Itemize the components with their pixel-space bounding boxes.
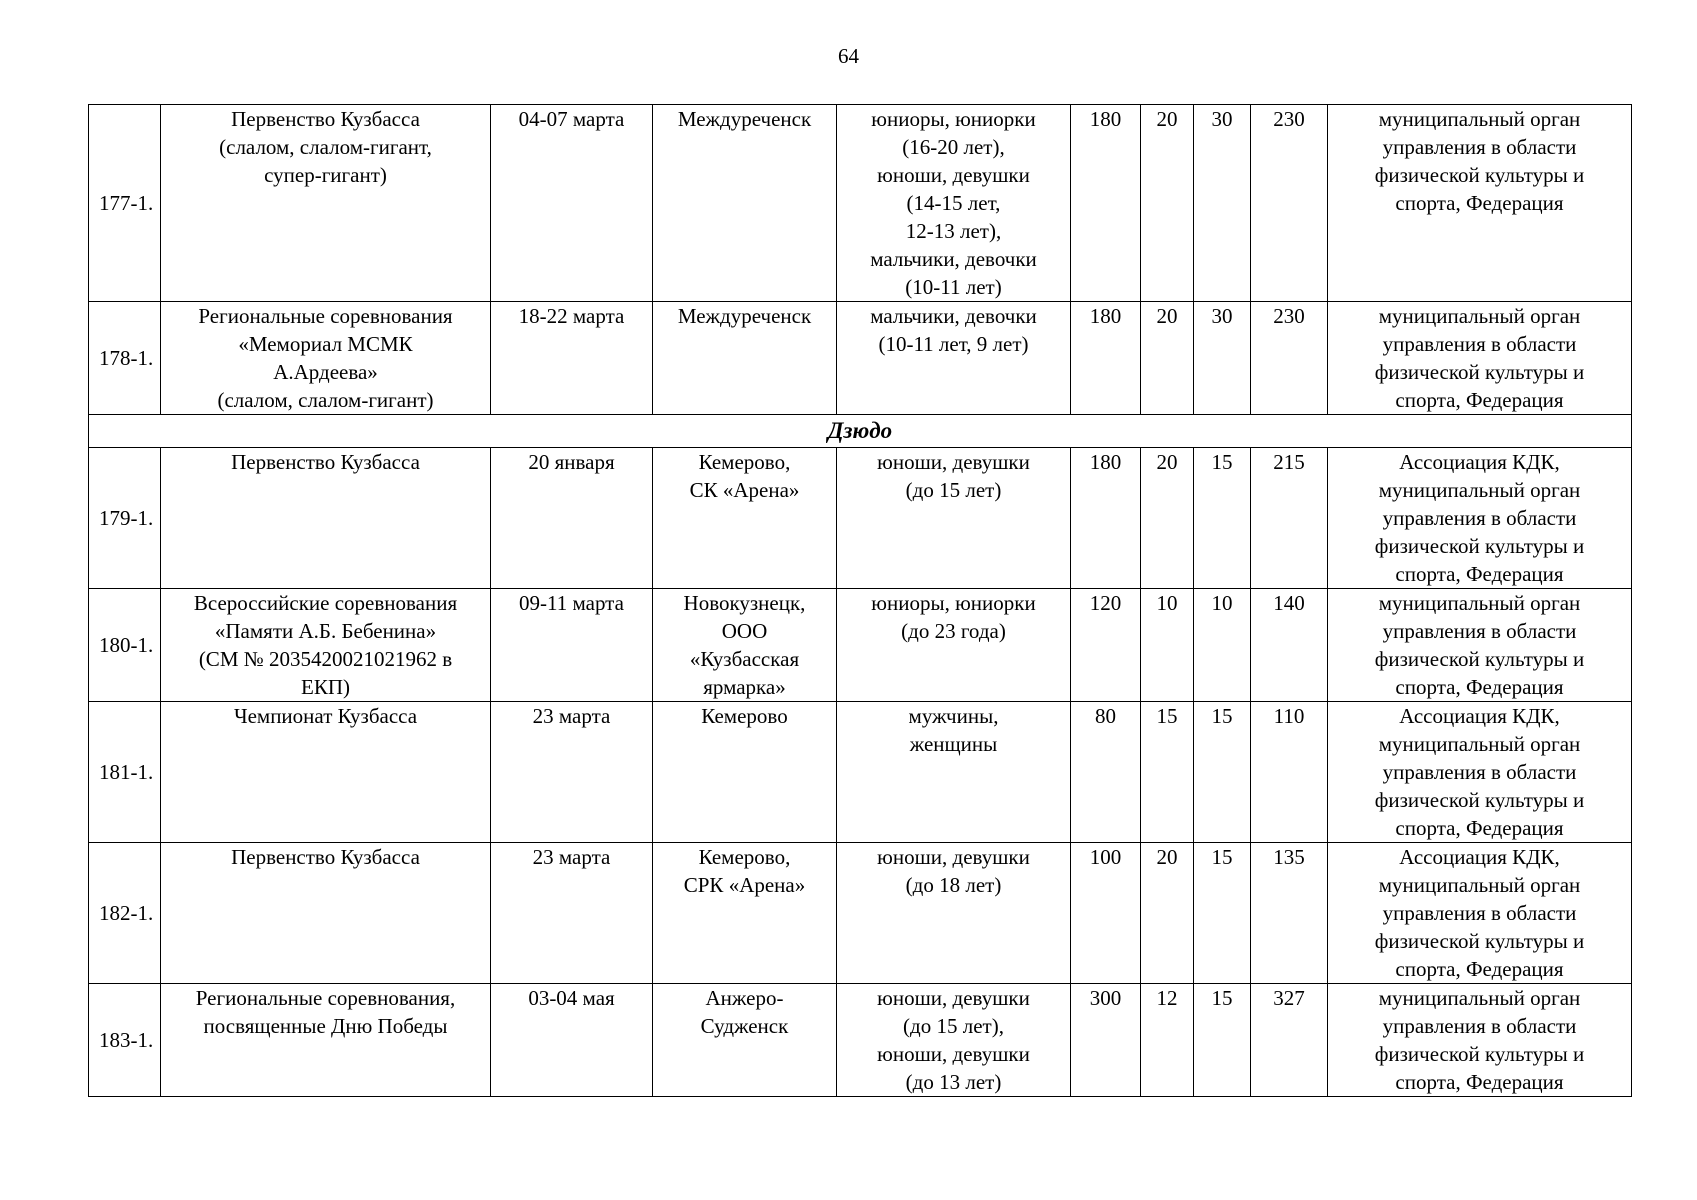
organizer-line: Ассоциация КДК,: [1399, 450, 1560, 474]
event-place-line: Кемерово,: [698, 845, 791, 869]
event-name-line: Чемпионат Кузбасса: [233, 704, 418, 728]
event-date-cell: 20 января: [491, 448, 653, 589]
event-name-line: Первенство Кузбасса: [231, 450, 420, 474]
value-total-cell: 110: [1251, 702, 1328, 843]
event-place-line: СК «Арена»: [689, 478, 800, 502]
organizer-line: Ассоциация КДК,: [1399, 704, 1560, 728]
participants-line: юноши, девушки: [877, 1042, 1030, 1066]
event-place-cell: [653, 105, 837, 302]
event-date-cell: 18-22 марта: [491, 302, 653, 415]
organizer-line: управления в области: [1382, 901, 1577, 925]
event-name-line: (СМ № 2035420021021962 в: [198, 647, 453, 671]
participants-line: юноши, девушки: [877, 845, 1030, 869]
organizer-line: физической культуры и: [1374, 360, 1585, 384]
participants-line: юноши, девушки: [877, 450, 1030, 474]
section-row: [89, 415, 1632, 448]
event-place-line: «Кузбасская: [689, 647, 800, 671]
value-1-cell: 180: [1071, 302, 1141, 415]
row-number-cell: 178-1.: [89, 302, 161, 415]
event-name-line: (слалом, слалом-гигант,: [219, 135, 432, 159]
participants-cell: [837, 589, 1071, 702]
organizer-line: муниципальный орган: [1378, 591, 1581, 615]
value-3-cell: 15: [1194, 448, 1251, 589]
participants-line: (до 15 лет): [905, 478, 1002, 502]
value-3-cell: 15: [1194, 702, 1251, 843]
value-2-cell: 12: [1141, 984, 1194, 1097]
event-date-cell: 23 марта: [491, 843, 653, 984]
event-date-cell: 04-07 марта: [491, 105, 653, 302]
page-number: 64: [838, 44, 859, 68]
organizer-line: Ассоциация КДК,: [1399, 845, 1560, 869]
value-3-cell: 10: [1194, 589, 1251, 702]
value-2-cell: 20: [1141, 448, 1194, 589]
participants-cell: [837, 702, 1071, 843]
participants-line: (10-11 лет): [905, 275, 1002, 299]
participants-cell: [837, 302, 1071, 415]
participants-cell: [837, 105, 1071, 302]
value-3-cell: 30: [1194, 302, 1251, 415]
event-name-cell: [161, 589, 491, 702]
event-name-line: А.Ардеева»: [273, 360, 378, 384]
participants-line: юноши, девушки: [877, 163, 1030, 187]
event-place-line: Судженск: [700, 1014, 789, 1038]
value-2-cell: 20: [1141, 843, 1194, 984]
organizer-line: управления в области: [1382, 760, 1577, 784]
organizer-line: физической культуры и: [1374, 534, 1585, 558]
row-number-cell: 179-1.: [89, 448, 161, 589]
value-2-cell: 20: [1141, 105, 1194, 302]
event-name-cell: [161, 448, 491, 589]
participants-line: мужчины,: [908, 704, 999, 728]
event-place-line: ООО: [721, 619, 768, 643]
event-date-cell: 09-11 марта: [491, 589, 653, 702]
participants-line: мальчики, девочки: [870, 247, 1037, 271]
organizer-line: управления в области: [1382, 135, 1577, 159]
organizer-line: муниципальный орган: [1378, 478, 1581, 502]
participants-line: юноши, девушки: [877, 986, 1030, 1010]
value-1-cell: 80: [1071, 702, 1141, 843]
event-name-cell: [161, 843, 491, 984]
organizer-line: управления в области: [1382, 506, 1577, 530]
table-row: [89, 589, 1632, 702]
participants-cell: [837, 843, 1071, 984]
organizer-line: физической культуры и: [1374, 929, 1585, 953]
value-total-cell: 230: [1251, 302, 1328, 415]
organizer-cell: [1328, 984, 1632, 1097]
organizer-line: спорта, Федерация: [1395, 675, 1564, 699]
value-1-cell: 180: [1071, 105, 1141, 302]
value-total-cell: 135: [1251, 843, 1328, 984]
organizer-line: муниципальный орган: [1378, 986, 1581, 1010]
event-place-line: ярмарка»: [703, 675, 786, 699]
participants-line: 12-13 лет),: [905, 219, 1002, 243]
row-number-cell: 183-1.: [89, 984, 161, 1097]
event-name-line: (слалом, слалом-гигант): [217, 388, 434, 412]
value-total-cell: 215: [1251, 448, 1328, 589]
participants-line: (14-15 лет,: [906, 191, 1001, 215]
event-name-line: супер-гигант): [264, 163, 387, 187]
value-total-cell: 140: [1251, 589, 1328, 702]
events-table-body: [89, 105, 1632, 1097]
participants-line: (до 18 лет): [905, 873, 1002, 897]
organizer-line: спорта, Федерация: [1395, 957, 1564, 981]
table-row: [89, 984, 1632, 1097]
organizer-line: муниципальный орган: [1378, 732, 1581, 756]
section-title: Дзюдо: [89, 415, 1632, 448]
organizer-cell: [1328, 448, 1632, 589]
organizer-line: спорта, Федерация: [1395, 388, 1564, 412]
participants-line: женщины: [909, 732, 998, 756]
table-row: [89, 105, 1632, 302]
table-row: [89, 302, 1632, 415]
organizer-line: муниципальный орган: [1378, 873, 1581, 897]
event-place-line: Новокузнецк,: [683, 591, 806, 615]
event-name-line: Региональные соревнования,: [195, 986, 456, 1010]
row-number-cell: 182-1.: [89, 843, 161, 984]
organizer-line: спорта, Федерация: [1395, 816, 1564, 840]
participants-line: (до 15 лет),: [903, 1014, 1004, 1038]
event-date-cell: 03-04 мая: [491, 984, 653, 1097]
table-row: [89, 448, 1632, 589]
organizer-line: спорта, Федерация: [1395, 191, 1564, 215]
organizer-line: физической культуры и: [1374, 647, 1585, 671]
participants-cell: [837, 984, 1071, 1097]
organizer-line: муниципальный орган: [1378, 304, 1581, 328]
event-place-cell: [653, 984, 837, 1097]
event-name-line: Первенство Кузбасса: [231, 107, 420, 131]
table-row: [89, 843, 1632, 984]
event-name-line: «Памяти А.Б. Бебенина»: [214, 619, 437, 643]
event-place-line: Кемерово: [701, 704, 788, 728]
participants-line: (10-11 лет, 9 лет): [878, 332, 1029, 356]
event-name-line: Первенство Кузбасса: [231, 845, 420, 869]
organizer-line: муниципальный орган: [1378, 107, 1581, 131]
event-name-cell: [161, 984, 491, 1097]
row-number-cell: 180-1.: [89, 589, 161, 702]
value-1-cell: 180: [1071, 448, 1141, 589]
organizer-cell: [1328, 105, 1632, 302]
value-1-cell: 120: [1071, 589, 1141, 702]
table-row: [89, 702, 1632, 843]
organizer-cell: [1328, 702, 1632, 843]
event-name-line: ЕКП): [301, 675, 350, 699]
participants-line: мальчики, девочки: [870, 304, 1037, 328]
event-place-cell: [653, 589, 837, 702]
participants-line: (16-20 лет),: [902, 135, 1005, 159]
value-3-cell: 15: [1194, 843, 1251, 984]
value-total-cell: 327: [1251, 984, 1328, 1097]
event-place-cell: [653, 448, 837, 589]
organizer-line: управления в области: [1382, 332, 1577, 356]
participants-line: юниоры, юниорки: [871, 591, 1036, 615]
event-place-line: Кемерово,: [698, 450, 791, 474]
organizer-line: спорта, Федерация: [1395, 562, 1564, 586]
event-name-line: «Мемориал МСМК: [238, 332, 413, 356]
organizer-line: физической культуры и: [1374, 1042, 1585, 1066]
event-place-cell: [653, 843, 837, 984]
event-date-cell: 23 марта: [491, 702, 653, 843]
event-place-cell: [653, 702, 837, 843]
organizer-line: управления в области: [1382, 1014, 1577, 1038]
value-3-cell: 30: [1194, 105, 1251, 302]
value-2-cell: 20: [1141, 302, 1194, 415]
organizer-line: физической культуры и: [1374, 788, 1585, 812]
participants-line: (до 13 лет): [905, 1070, 1002, 1094]
organizer-cell: [1328, 302, 1632, 415]
events-table: [88, 104, 1632, 1097]
row-number-cell: 177-1.: [89, 105, 161, 302]
event-name-line: Региональные соревнования: [198, 304, 453, 328]
participants-cell: [837, 448, 1071, 589]
event-name-cell: [161, 302, 491, 415]
event-place-line: Междуреченск: [677, 107, 812, 131]
event-name-line: посвященные Дню Победы: [203, 1014, 448, 1038]
event-name-cell: [161, 105, 491, 302]
value-1-cell: 300: [1071, 984, 1141, 1097]
organizer-line: спорта, Федерация: [1395, 1070, 1564, 1094]
organizer-line: физической культуры и: [1374, 163, 1585, 187]
organizer-cell: [1328, 589, 1632, 702]
value-3-cell: 15: [1194, 984, 1251, 1097]
event-place-line: Анжеро-: [705, 986, 784, 1010]
event-name-cell: [161, 702, 491, 843]
value-2-cell: 10: [1141, 589, 1194, 702]
event-place-line: Междуреченск: [677, 304, 812, 328]
event-place-cell: [653, 302, 837, 415]
participants-line: юниоры, юниорки: [871, 107, 1036, 131]
organizer-line: управления в области: [1382, 619, 1577, 643]
row-number-cell: 181-1.: [89, 702, 161, 843]
event-place-line: СРК «Арена»: [683, 873, 806, 897]
value-1-cell: 100: [1071, 843, 1141, 984]
organizer-cell: [1328, 843, 1632, 984]
event-name-line: Всероссийские соревнования: [193, 591, 458, 615]
value-2-cell: 15: [1141, 702, 1194, 843]
value-total-cell: 230: [1251, 105, 1328, 302]
participants-line: (до 23 года): [901, 619, 1006, 643]
